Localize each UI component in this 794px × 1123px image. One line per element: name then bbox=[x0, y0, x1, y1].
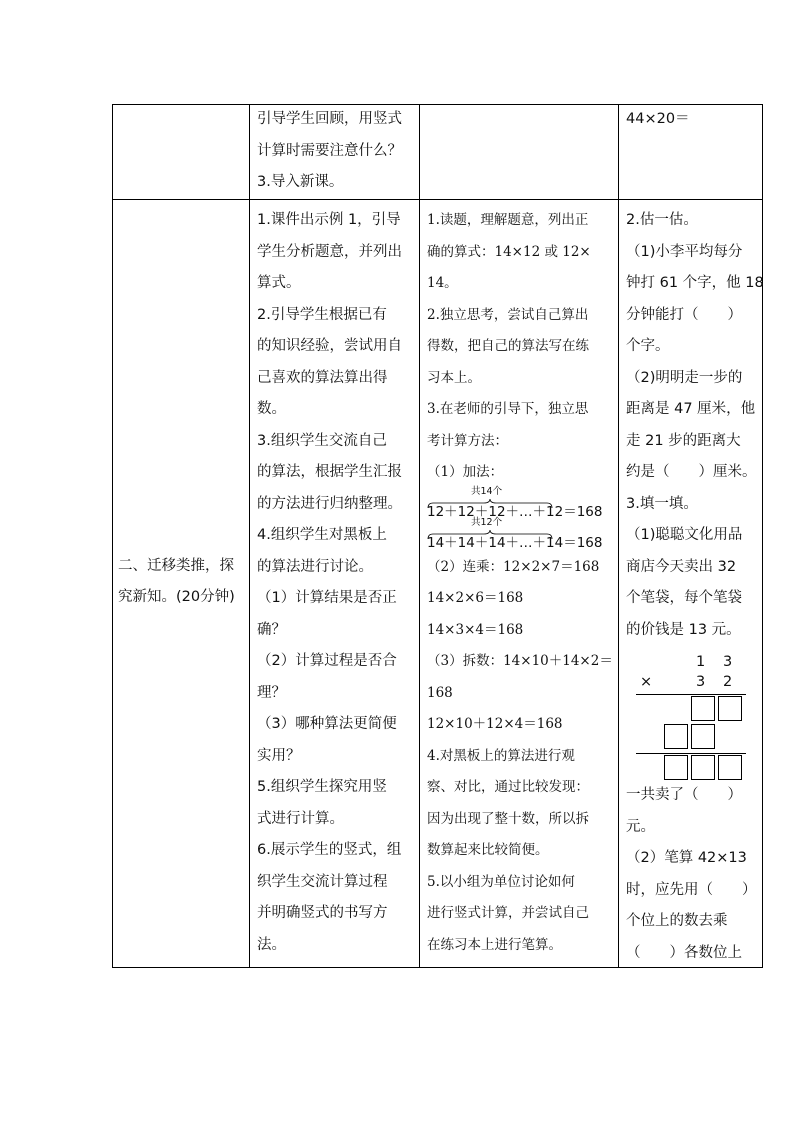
text-line: （1）计算结果是否正 bbox=[257, 590, 397, 606]
text-line: 2.估一估。 bbox=[626, 212, 698, 228]
text-line: 的方法进行归纳整理。 bbox=[257, 495, 402, 512]
addition-expression-2 bbox=[427, 517, 613, 552]
text-line: 算式。 bbox=[257, 275, 301, 291]
text-line: 在练习本上进行笔算。 bbox=[427, 936, 562, 953]
column-divider-2 bbox=[419, 104, 420, 968]
lesson-plan-table bbox=[112, 104, 763, 968]
digit: 3 bbox=[723, 654, 733, 670]
text-line: 44×20＝ bbox=[626, 111, 690, 127]
text-line: 得数，把自己的算法写在练 bbox=[427, 338, 589, 354]
text-line: 一共卖了（ ） bbox=[626, 787, 742, 803]
table-border-left bbox=[112, 104, 113, 968]
text-line: 4.组织学生对黑板上 bbox=[257, 527, 387, 543]
text-line: 式进行计算。 bbox=[257, 810, 344, 827]
text-line: 14。 bbox=[427, 275, 458, 291]
row-divider bbox=[112, 199, 763, 200]
text-line: 3.导入新课。 bbox=[257, 174, 344, 190]
text-line: （2）笔算 42×13 bbox=[626, 850, 747, 866]
text-line: 5.以小组为单位讨论如何 bbox=[427, 873, 575, 890]
addition-equation: 14＋14＋14＋…＋14＝168 bbox=[427, 535, 603, 551]
text-line: 究新知。(20分钟) bbox=[118, 589, 235, 605]
text-line: 6.展示学生的竖式，组 bbox=[257, 842, 402, 858]
text-line: 5.组织学生探究用竖 bbox=[257, 779, 387, 795]
text-line: 1.读题，理解题意，列出正 bbox=[427, 212, 589, 228]
text-line: （1）加法： bbox=[427, 464, 504, 480]
brace-label: 共14个 bbox=[471, 485, 503, 497]
text-line: 1.课件出示例 1，引导 bbox=[257, 212, 401, 228]
text-line: 数算起来比较简便。 bbox=[427, 842, 549, 858]
text-line: 二、迁移类推，探 bbox=[118, 558, 234, 574]
text-line: 法。 bbox=[257, 936, 286, 953]
text-line: 计算时需要注意什么？ bbox=[257, 142, 402, 159]
times-sign: × bbox=[640, 674, 653, 690]
text-line: （1)小李平均每分 bbox=[626, 243, 743, 260]
digit: 3 bbox=[696, 674, 706, 690]
section-title bbox=[118, 551, 250, 613]
row2-teacher-activity bbox=[257, 205, 402, 961]
sum-line bbox=[636, 753, 746, 754]
text-line: 察、对比，通过比较发现： bbox=[427, 779, 589, 795]
vertical-multiplication bbox=[626, 646, 764, 780]
text-line: 个笔袋，每个笔袋 bbox=[626, 590, 742, 606]
text-line: 分钟能打（ ） bbox=[626, 306, 742, 323]
text-line: 时，应先用（ ） bbox=[626, 881, 757, 898]
text-line: （3）哪种算法更简便 bbox=[257, 716, 397, 732]
text-line: （1)聪聪文化用品 bbox=[626, 527, 743, 543]
answer-box[interactable] bbox=[691, 755, 715, 780]
text-line: 4.对黑板上的算法进行观 bbox=[427, 747, 575, 764]
text-line: （ ）各数位上 bbox=[626, 944, 742, 961]
text-line: 确？ bbox=[257, 621, 286, 638]
text-line: 的算法进行讨论。 bbox=[257, 558, 373, 575]
text-line: （2）连乘：12×2×7＝168 bbox=[427, 558, 600, 575]
column-divider-1 bbox=[249, 104, 250, 968]
brace-label: 共12个 bbox=[471, 517, 503, 528]
text-line: 确的算式：14×12 或 12× bbox=[427, 243, 591, 260]
answer-box[interactable] bbox=[664, 724, 688, 749]
answer-box[interactable] bbox=[718, 696, 742, 721]
text-line: 织学生交流计算过程 bbox=[257, 873, 388, 890]
text-line: （3）拆数：14×10＋14×2＝ bbox=[427, 653, 613, 669]
column-divider-3 bbox=[618, 104, 619, 968]
digit: 2 bbox=[723, 674, 733, 690]
text-line: 个位上的数去乘 bbox=[626, 913, 728, 929]
text-line: （2)明明走一步的 bbox=[626, 369, 743, 386]
row1-exercise bbox=[626, 104, 690, 136]
text-line: 考计算方法： bbox=[427, 432, 508, 449]
row2-exercises bbox=[626, 205, 764, 969]
text-line: 因为出现了整十数，所以拆 bbox=[427, 810, 589, 827]
text-line: 14×3×4＝168 bbox=[427, 621, 524, 638]
digit: 1 bbox=[696, 654, 706, 670]
text-line: 的知识经验，尝试用自 bbox=[257, 338, 402, 354]
text-line: 2.独立思考，尝试自己算出 bbox=[427, 306, 589, 323]
text-line: 学生分析题意，并列出 bbox=[257, 243, 402, 260]
row2-student-activity bbox=[427, 205, 613, 961]
answer-box[interactable] bbox=[718, 755, 742, 780]
text-line: 约是（ ）厘米。 bbox=[626, 464, 757, 480]
text-line: 商店今天卖出 32 bbox=[626, 558, 737, 575]
text-line: 理？ bbox=[257, 684, 286, 701]
addition-equation: 12＋12＋12＋…＋12＝168 bbox=[427, 503, 603, 520]
text-line: 引导学生回顾，用竖式 bbox=[257, 111, 402, 127]
text-line: 距离是 47 厘米，他 bbox=[626, 401, 756, 417]
text-line: 2.引导学生根据已有 bbox=[257, 306, 387, 323]
addition-expression-1 bbox=[427, 485, 613, 521]
text-line: 进行竖式计算，并尝试自己 bbox=[427, 905, 589, 921]
text-line: 12×10＋12×4＝168 bbox=[427, 716, 563, 732]
text-line: 168 bbox=[427, 684, 453, 701]
text-line: 实用？ bbox=[257, 747, 301, 764]
text-line: 并明确竖式的书写方 bbox=[257, 905, 388, 921]
text-line: 14×2×6＝168 bbox=[427, 590, 524, 606]
text-line: 钟打 61 个字，他 18 bbox=[626, 275, 764, 291]
text-line: 元。 bbox=[626, 818, 655, 835]
text-line: 习本上。 bbox=[427, 369, 481, 386]
answer-box[interactable] bbox=[691, 696, 715, 721]
text-line: 的价钱是 13 元。 bbox=[626, 621, 741, 638]
answer-box[interactable] bbox=[664, 755, 688, 780]
text-line: （2）计算过程是否合 bbox=[257, 653, 397, 669]
answer-box[interactable] bbox=[691, 724, 715, 749]
row1-teacher-activity bbox=[257, 104, 402, 199]
text-line: 走 21 步的距离大 bbox=[626, 432, 741, 449]
text-line: 3.组织学生交流自己 bbox=[257, 432, 387, 449]
text-line: 3.在老师的引导下，独立思 bbox=[427, 401, 589, 417]
text-line: 的算法，根据学生汇报 bbox=[257, 464, 402, 480]
result-line bbox=[636, 694, 746, 695]
text-line: 3.填一填。 bbox=[626, 495, 698, 512]
text-line: 己喜欢的算法算出得 bbox=[257, 369, 388, 386]
text-line: 数。 bbox=[257, 401, 286, 417]
text-line: 个字。 bbox=[626, 338, 670, 354]
